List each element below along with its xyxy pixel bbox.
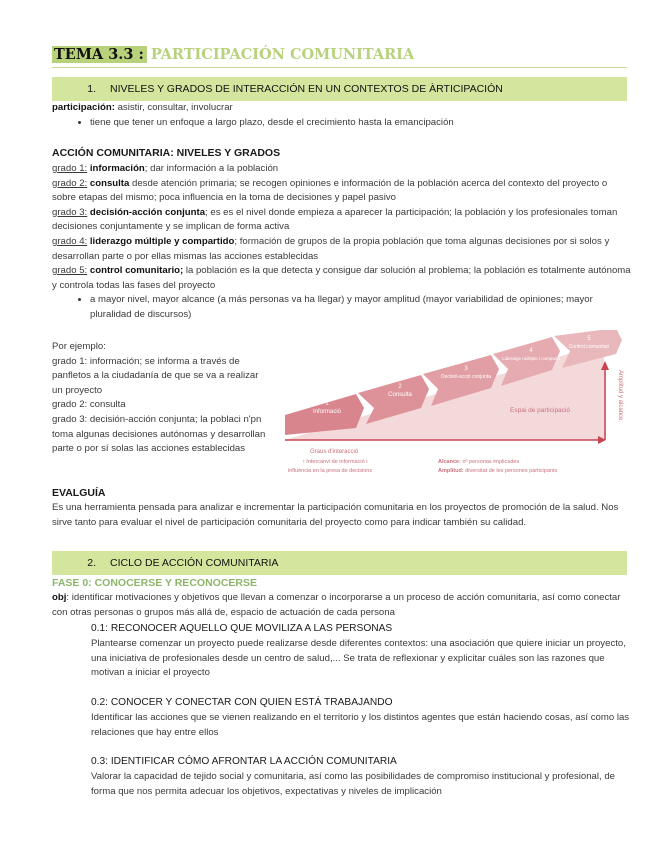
participacion-block <box>52 101 632 130</box>
legend-title: Graus d'interacció <box>310 449 359 455</box>
legend-line-2: influència en la presa de decisions <box>288 468 373 474</box>
step-3-num: 3 <box>464 366 468 372</box>
section-2-title: CICLO DE ACCIÓN COMUNITARIA <box>110 557 279 569</box>
evalguia-heading: EVALGUÍA <box>52 487 106 499</box>
step-5-num: 5 <box>587 336 591 342</box>
step-5-label: Control comunitari <box>568 344 610 350</box>
alcance-bullet: • a mayor nivel, mayor alcance (a más personas va ha llegar) y mayor amplitud (mayor variabilidad de opiniones; mayor pluralidad de discursos) <box>90 293 632 322</box>
step-1-num: 1 <box>325 401 329 407</box>
grados-block <box>52 162 632 323</box>
participacion-text: asistir, consultar, involucrar <box>114 102 233 113</box>
grado-4: grado 4: liderazgo múltiple y compartido; formación de grupos de la propia población que toma algunas decisiones por si solos y desarrollan parte o por ellas mismas las acciones establecidas <box>52 235 610 262</box>
subsection-0-1-text: Plantearse comenzar un proyecto puede realizarse desde diferentes contextos: una asociación que quiere iniciar un proyecto, una iniciativa de profesionales desde un centro de salud,... Se trata de reflexionar y explicitar cuáles son las razones que motivan a iniciar el proyecto <box>91 638 626 679</box>
participacion-label: participación: <box>52 102 115 113</box>
title-number: TEMA 3.3 : <box>52 46 147 63</box>
fase-0-objetivo: obj: identificar motivaciones y objetivos que llevan a comenzar o incorporarse a un proceso de acción comunitaria, así como conectar con otras personas o grupos más allá de, espacio de actuación de cada persona <box>52 592 621 618</box>
ejemplo-grado-3: grado 3: decisión-acción conjunta; la poblaci n'pn toma algunas decisiones autónomas y desarrollan parte o por sí solas las acciones establecidas <box>52 413 266 455</box>
alcance-legend: Alcance: nº personas implicades <box>438 459 520 465</box>
ejemplo-grado-1: grado 1: información; se informa a través de panfletos a la ciudadanía de que se va a realizar un proyecto <box>52 355 259 396</box>
subsection-0-2-title: 0.2: CONOCER Y CONECTAR CON QUIEN ESTÁ TRABAJANDO <box>91 697 393 708</box>
ejemplo-grado-2: grado 2: consulta <box>52 399 126 411</box>
subsection-0-3-title: 0.3: IDENTIFICAR CÓMO AFRONTAR LA ACCIÓN COMUNITARIA <box>91 756 397 767</box>
participation-stairs-diagram <box>280 330 630 480</box>
section-1-number: 1. <box>87 83 96 95</box>
step-1-label: Informació <box>312 409 342 415</box>
participacion-bullet: • tiene que tener un enfoque a largo plazo, desde el crecimiento hasta la emancipación <box>90 116 632 131</box>
section-1-band <box>52 77 627 101</box>
evalguia-text: Es una herramienta pensada para analizar e incrementar la participación comunitaria en los proyectos de promoción de la salud. Nos sirve tanto para evaluar el nivel de participación comunitaria del proyecto como para indicar también su calidad. <box>52 502 619 528</box>
section-2-band <box>52 551 627 575</box>
section-2-number: 2. <box>87 557 96 569</box>
accion-heading: ACCIÓN COMUNITARIA: NIVELES Y GRADOS <box>52 147 281 159</box>
step-4-num: 4 <box>529 348 533 354</box>
title-name: PARTICIPACIÓN COMUNITARIA <box>150 46 415 63</box>
page-title <box>52 44 414 66</box>
fase-0-heading: FASE 0: CONOCERSE Y RECONOCERSE <box>52 577 257 589</box>
ejemplo-block <box>52 340 267 457</box>
step-2-label: Consulta <box>388 392 412 398</box>
section-1-title: NIVELES Y GRADOS DE INTERACCIÓN EN UN CONTEXTOS DE ÀRTICIPACIÓN <box>110 83 503 95</box>
step-2-num: 2 <box>398 384 402 390</box>
space-label: Espai de participació <box>510 407 570 414</box>
subsection-0-2-text: Identificar las acciones que se vienen realizando en el territorio y los distintos agentes que están haciendo cosas, así como las relaciones que hay entre ellos <box>91 712 630 738</box>
legend-line-1: ↑ Intercanvi de informació i <box>302 459 368 465</box>
subsection-0-3-text: Valorar la capacidad de tejido social y comunitaria, así como las posibilidades de compromiso institucional y profesional, de forma que nos permita adecuar los objetivos, expectativas y niveles de implicación <box>91 771 616 797</box>
step-4-label: Lideratge múltiple i compartit <box>502 356 560 361</box>
vertical-label: Amplitud y alcance <box>617 370 623 421</box>
grado-5: grado 5: control comunitario; la población es la que detecta y consigue dar solución al problema; la población es totalmente autónoma y controla todas las fases del proyecto <box>52 265 631 291</box>
title-underline <box>52 67 627 68</box>
step-3-label: Decisió-acció conjunta <box>440 374 492 380</box>
grado-1: grado 1: información; dar información a la población <box>52 163 279 174</box>
ejemplo-intro: Por ejemplo: <box>52 341 106 352</box>
grado-2: grado 2: consulta desde atención primaria; se recogen opiniones e información de la población acerca del contexto del proyecto o sobre etapas del mismo; poca influencia en la toma de decisiones y papel pasivo <box>52 177 608 204</box>
amplitud-legend: Amplitud: diversitat de les persones participants <box>438 468 558 474</box>
subsection-0-1-title: 0.1: RECONOCER AQUELLO QUE MOVILIZA A LAS PERSONAS <box>91 623 393 634</box>
grado-3: grado 3: decisión-acción conjunta; es es el nivel donde empieza a aparecer la participación; la población y los profesionales toman decisiones conjuntamente y se implican de forma activa <box>52 206 618 233</box>
